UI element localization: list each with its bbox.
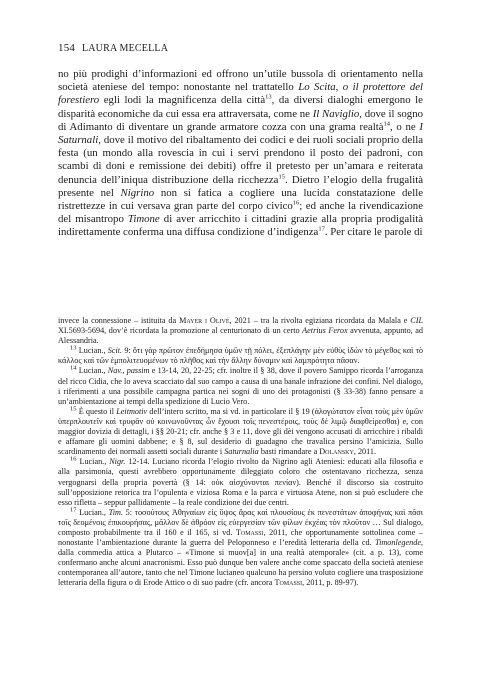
footnote bbox=[58, 508, 423, 589]
text-run: , 2011, p. 89-97). bbox=[302, 578, 359, 588]
text-run: invece la connessione – istituita da bbox=[58, 316, 180, 325]
author-name: Dolansky bbox=[319, 447, 354, 457]
footnotes bbox=[58, 316, 423, 589]
author-name: Tomassi bbox=[274, 578, 303, 588]
text-run: no più prodighi d’informazioni ed offrono un’utile bussola di orientamento nella società ateniese del tempo: nonostante nel trattatello bbox=[58, 68, 423, 94]
italic-text: Aetrius Ferox bbox=[302, 326, 348, 336]
running-head-author: LAURA MECELLA bbox=[81, 43, 169, 54]
text-run: 12-14. Luciano ricorda l’elogio rivolto da Nigrino agli Ateniesi: educati alla filosofia e alla parsimonia, questi avrebbero opportunamente dileggiato coloro che ostentavano ricchezza, senza vergognarsi della propria povertà (§ 14: οὐκ αἰσχύνονται πενίαν). Benché il discorso sia costruito sull’opposizione retorica tra l’opulenta e viziosa Roma e la parca e virtuosa Atene, non si può escludere che esso rifletta – seppur pallidamente – la reale condizione dei due centri. bbox=[58, 457, 424, 507]
author-name: Mayer i Olivé bbox=[179, 316, 230, 325]
text-run: , dove il motivo del ribaltamento dei codici e dei ruoli sociali proprio della festa (un mondo alla rovescia in cui i servi prendono il posto dei padroni, con scambi di doni e remissione dei debiti) offre il pretesto per un’amara e reiterata denuncia dell’iniqua distribuzione della ricchezza bbox=[58, 134, 423, 186]
text-run: e 13-14, 20, 22-25; cfr. inoltre il § 38, dove il povero Samippo ricorda l’arroganza del ricco Cidia, che lo aveva scacciato dal suo campo a causa di una banale infrazione dei confini. Nel dialogo, i riferimenti a una possibile campagna partica nei sogni di uno dei protagonisti (§ 33-38) fanno pensare a un’ambientazione ai tempi della spedizione di Lucio Vero. bbox=[58, 366, 424, 406]
text-run: Lucian., bbox=[76, 507, 109, 517]
text-run: dell’intero scritto, ma si vd. in particolare il § 19 (ἀλογώτατον εἶναι τοὺς μὲν ὑμῶν ὑπερπλουτεῖν καὶ τρυφᾶν οὐ κοινωνοῦντας ὧν ἔχουσι τοῖς πενεστέροις, τοὺς δὲ λιμῷ διαφθείρεσθαι) e, con maggior dovizia di dettagli, i §§ 20-21; cfr. anche § 3 e 11, dove gli dèi vengono accusati di arricchire i ribaldi e affamare gli uomini dabbene; e § 8, sul desiderio di guadagno che travalica persino l’amicizia. Sullo scardinamento dei normali assetti sociali durante i bbox=[58, 406, 423, 457]
note-reference: 17 bbox=[70, 506, 77, 514]
italic-text: Scit. bbox=[107, 346, 123, 356]
text-run: XI.5693-5694, dov’è ricordata la promozione al centurionato di un certo bbox=[58, 326, 303, 336]
page-number: 154 bbox=[58, 42, 76, 54]
italic-text: Leitmotiv bbox=[116, 406, 148, 416]
text-run: avvenuta, appunto, ad Alessandria. bbox=[58, 326, 423, 346]
italic-text: Nav. bbox=[107, 366, 123, 376]
text-run: 9: ὅτι γὰρ πρῶτον ἐπεδήμησα ὑμῶν τῇ πόλει, ἐξεπλάγην μὲν εὐθὺς ἰδὼν τὸ μέγεθος καὶ τὸ κάλλος καὶ τῶν ἐμπολιτευομένων τὸ πλῆθος καὶ τὴν ἄλλην δύναμιν καὶ λαμπρότητα πᾶσαν. bbox=[58, 346, 423, 366]
italic-text: Lo Scita, o il protettore del forestiero bbox=[58, 81, 424, 107]
author-name: Tomassi bbox=[235, 527, 264, 537]
body-paragraph bbox=[58, 68, 423, 240]
note-reference: 16 bbox=[292, 199, 300, 207]
text-run: basti rimandare a bbox=[258, 447, 320, 457]
footnote bbox=[58, 316, 423, 346]
italic-text: Nigr. bbox=[109, 457, 126, 467]
text-run: Lucian., bbox=[76, 346, 108, 356]
text-run: , dalla commedia attica a Plutarco – «Timone si muov[a] in una realtà atemporale» (cit. a p. 13), come confermano anche alcuni anacronismi. Esso può dunque ben valere anche come spaccato della società ateniese contemporanea all’autore, tanto che nel Timone lucianeo qualcuno ha persino voluto cogliere una trasposizione letteraria della figura o di Erode Attico o di suo padre (cfr. ancora bbox=[58, 538, 423, 588]
text-run: egli lodi la magnificenza della città bbox=[99, 94, 266, 107]
text-run: 5: τοσούτους Ἀθηναίων εἰς ὕψος ἄρας καὶ πλουσίους ἐκ πενεστάτων ἀποφήνας καὶ πᾶσι τοῖς δεομένοις ἐπικουρήσας, μᾶλλον δὲ ἀθρόον εἰς εὐεργεσίαν τῶν φίλων ἐκχέας τὸν πλοῦτον … Sul dialogo, composto probabilmente tra il 160 e il 165, si vd. bbox=[58, 507, 423, 537]
text-run: di aver arricchito i cittadini grazie alla propria prodigalità indirettamente conferma una diffusa condizione d’indigenza bbox=[58, 213, 423, 239]
text-run: , o ne bbox=[389, 120, 420, 133]
text-run: , dove il sogno di Adimanto di diventare un grande armatore cozza con una grama realtà bbox=[58, 107, 423, 133]
italic-text: Il Naviglio bbox=[312, 107, 360, 120]
text-run: . Dietro l’elogio della frugalità presente nel bbox=[58, 173, 423, 199]
italic-text: Saturnalia bbox=[224, 447, 259, 457]
note-reference: 15 bbox=[278, 173, 285, 181]
footnote bbox=[58, 346, 423, 366]
text-run: Lucian., bbox=[76, 366, 108, 376]
text-run: ; ed anche la rivendicazione del misantropo bbox=[58, 200, 423, 226]
text-run: non si fatica a cogliere una lucida constatazione delle ristrettezze in cui versava gran parte del corpo civico bbox=[58, 186, 423, 213]
footnote bbox=[58, 366, 423, 406]
text-run: Lucian., bbox=[76, 457, 110, 467]
main-text bbox=[58, 68, 423, 240]
note-reference: 17 bbox=[318, 225, 325, 233]
footnote bbox=[58, 407, 423, 457]
italic-text: CIL bbox=[410, 316, 424, 325]
note-reference: 16 bbox=[70, 455, 77, 463]
note-reference: 14 bbox=[70, 364, 77, 372]
text-run: . Per citare le parole di bbox=[324, 226, 423, 239]
italic-text: passim bbox=[126, 366, 150, 376]
text-run: , 2011, che opportunamente sottolinea come – nonostante l’ambientazione durante la guerra del Peloponneso e l’eredità letteraria della cd. bbox=[58, 527, 423, 548]
footnote bbox=[58, 457, 423, 507]
italic-text: I Saturnali bbox=[58, 120, 423, 147]
note-reference: 13 bbox=[70, 344, 77, 352]
text-run: , 2011. bbox=[353, 447, 377, 457]
text-run: , bbox=[122, 366, 127, 376]
note-reference: 14 bbox=[383, 120, 390, 128]
italic-text: Timone bbox=[127, 213, 160, 226]
running-header bbox=[58, 42, 168, 54]
italic-text: Timonlegende bbox=[375, 538, 421, 548]
italic-text: Nigrino bbox=[120, 186, 155, 199]
text-run: , 2021 – tra la rivolta egiziana ricordata da Malala e bbox=[229, 316, 411, 325]
note-reference: 13 bbox=[265, 93, 272, 101]
note-reference: 15 bbox=[70, 405, 77, 413]
text-run: , da diversi dialoghi emergono le disparità economiche da cui essa era attraversata, come ne bbox=[58, 94, 423, 120]
italic-text: Tim. bbox=[108, 507, 123, 517]
text-run: È questo il bbox=[76, 406, 117, 416]
